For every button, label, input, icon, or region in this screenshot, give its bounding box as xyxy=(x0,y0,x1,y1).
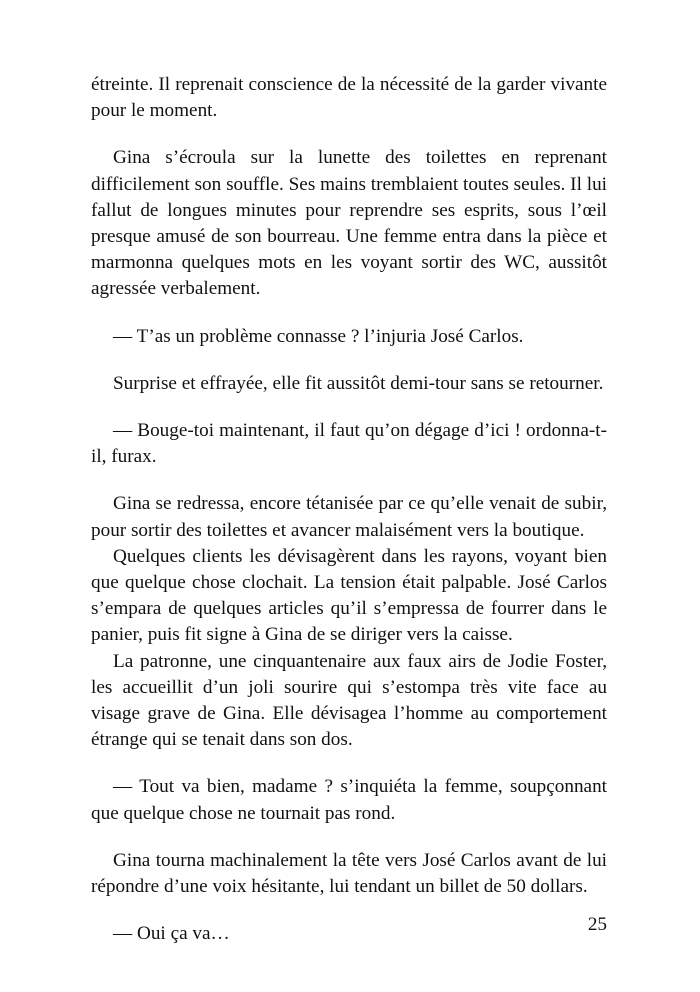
paragraph: Quelques clients les dévisagèrent dans les rayons, voyant bien que quelque chose clochait. La tension était palpable. José Carlos s’empara de quelques articles qu’il s’empressa de fourrer dans le panier, puis fit signe à Gina de se diriger vers la caisse. xyxy=(91,545,607,646)
paragraph: Surprise et effrayée, elle fit aussitôt demi-tour sans se retourner. xyxy=(113,372,604,394)
paragraph: Gina se redressa, encore tétanisée par ce qu’elle venait de subir, pour sortir des toilettes et avancer malaisément vers la boutique. xyxy=(91,493,607,541)
dialogue-line: — Oui ça va… xyxy=(113,923,230,945)
paragraph: Gina s’écroula sur la lunette des toilettes en reprenant difficilement son souffle. Ses mains tremblaient toutes seules. Il lui fallut de longues minutes pour reprendre ses esprits, sous l’œil presque amusé de son bourreau. Une femme entra dans la pièce et marmonna quelques mots en les voyant sortir des WC, aussitôt agressée verbalement. xyxy=(91,147,607,300)
paragraph: étreinte. Il reprenait conscience de la nécessité de la garder vivante pour le moment. xyxy=(91,74,607,122)
page-number: 25 xyxy=(587,914,607,935)
page-body xyxy=(91,72,607,947)
paragraph: La patronne, une cinquantenaire aux faux airs de Jodie Foster, les accueillit d’un joli sourire qui s’estompa très vite face au visage grave de Gina. Elle dévisagea l’homme au comportement étrange qui se tenait dans son dos. xyxy=(91,650,607,751)
dialogue-line: — Bouge-toi maintenant, il faut qu’on dégage d’ici ! ordonna-t-il, furax. xyxy=(91,420,607,468)
dialogue-line: — Tout va bien, madame ? s’inquiéta la femme, soupçonnant que quelque chose ne tournait pas rond. xyxy=(91,776,607,824)
dialogue-line: — T’as un problème connasse ? l’injuria José Carlos. xyxy=(113,325,524,347)
paragraph: Gina tourna machinalement la tête vers José Carlos avant de lui répondre d’une voix hésitante, lui tendant un billet de 50 dollars. xyxy=(91,849,607,898)
